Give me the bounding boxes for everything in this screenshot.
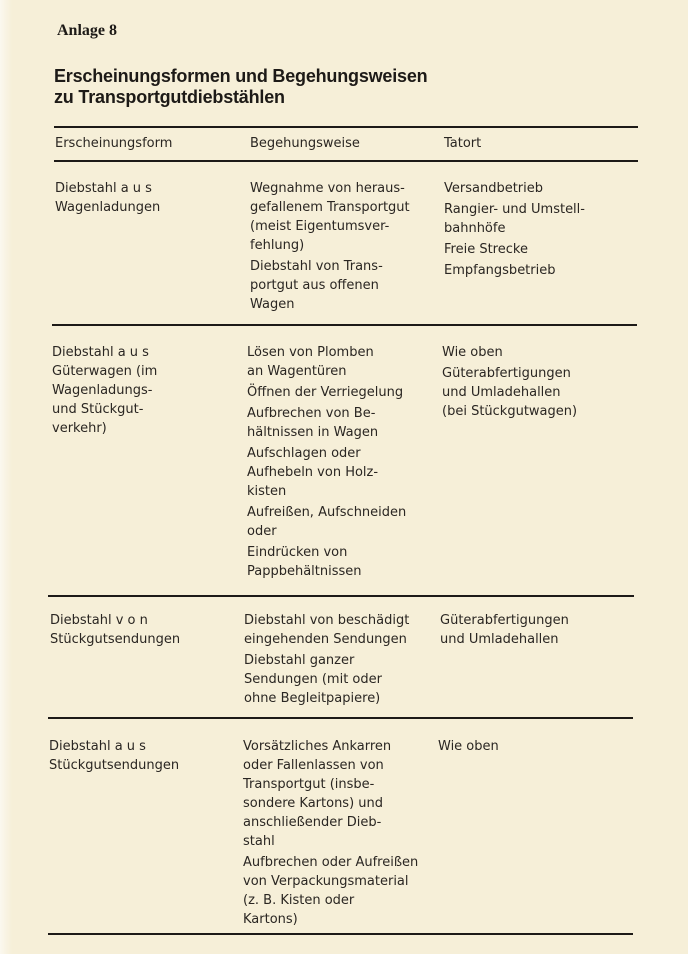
method-item: Aufbrechen von Be- hältnissen in Wagen bbox=[247, 406, 379, 440]
method-item: Diebstahl ganzer Sendungen (mit oder ohne Begleitpapiere) bbox=[244, 653, 382, 706]
title-line-1: Erscheinungsformen und Begehungsweisen bbox=[54, 66, 428, 86]
place-item: Freie Strecke bbox=[444, 242, 528, 257]
method-item: Aufreißen, Aufschneiden oder bbox=[247, 505, 407, 539]
method-item: Wegnahme von heraus- gefallenem Transportgut (meist Eigentumsver- fehlung) bbox=[250, 181, 410, 253]
header-erscheinungsform: Erscheinungsform bbox=[55, 136, 173, 151]
row-2-methods bbox=[247, 343, 442, 583]
place-item: Rangier- und Umstell- bahnhöfe bbox=[444, 202, 585, 236]
form-text: Diebstahl a u s Wagenladungen bbox=[55, 181, 161, 215]
method-item: Aufbrechen oder Aufreißen von Verpackungsmaterial (z. B. Kisten oder Kartons) bbox=[243, 855, 419, 927]
place-item: Wie oben bbox=[438, 739, 499, 754]
page-title bbox=[54, 66, 427, 108]
place-item: Güterabfertigungen und Umladehallen (bei Stückgutwagen) bbox=[442, 366, 578, 419]
place-item: Empfangsbetrieb bbox=[444, 263, 556, 278]
method-item: Vorsätzliches Ankarren oder Fallenlassen von Transportgut (insbe- sondere Kartons) und anschließender Dieb- stahl bbox=[243, 739, 392, 849]
row-divider bbox=[48, 717, 633, 719]
appendix-label: Anlage 8 bbox=[57, 22, 117, 39]
place-item: Güterabfertigungen und Umladehallen bbox=[440, 613, 569, 647]
row-4-form bbox=[49, 737, 229, 777]
row-3-places bbox=[440, 611, 635, 651]
table-header-rule bbox=[54, 160, 638, 162]
row-1-form bbox=[55, 179, 235, 219]
method-item: Öffnen der Verriegelung bbox=[247, 385, 404, 400]
row-1-places bbox=[444, 179, 634, 282]
method-item: Aufschlagen oder Aufhebeln von Holz- kisten bbox=[247, 446, 379, 499]
row-3-methods bbox=[244, 611, 439, 710]
row-2-places bbox=[442, 343, 637, 423]
method-item: Diebstahl von beschädigt eingehenden Sendungen bbox=[244, 613, 410, 647]
page-edge-shadow bbox=[0, 0, 12, 954]
row-4-methods bbox=[243, 737, 443, 931]
header-begehungsweise: Begehungsweise bbox=[250, 136, 360, 151]
method-item: Diebstahl von Trans- portgut aus offenen Wagen bbox=[250, 259, 383, 312]
form-text: Diebstahl a u s Stückgutsendungen bbox=[49, 739, 180, 773]
row-divider bbox=[52, 324, 637, 326]
table-top-rule bbox=[54, 126, 638, 128]
form-text: Diebstahl v o n Stückgutsendungen bbox=[50, 613, 181, 647]
method-item: Eindrücken von Pappbehältnissen bbox=[247, 545, 362, 579]
place-item: Versandbetrieb bbox=[444, 181, 544, 196]
row-3-form bbox=[50, 611, 230, 651]
row-4-places bbox=[438, 737, 633, 758]
method-item: Lösen von Plomben an Wagentüren bbox=[247, 345, 374, 379]
header-tatort: Tatort bbox=[444, 136, 482, 151]
row-divider bbox=[48, 595, 634, 597]
place-item: Wie oben bbox=[442, 345, 503, 360]
row-1-methods bbox=[250, 179, 440, 316]
title-line-2: zu Transportgutdiebstählen bbox=[54, 87, 285, 107]
table-bottom-rule bbox=[48, 933, 633, 935]
form-text: Diebstahl a u s Güterwagen (im Wagenladungs- und Stückgut- verkehr) bbox=[52, 345, 158, 436]
row-2-form bbox=[52, 343, 232, 440]
